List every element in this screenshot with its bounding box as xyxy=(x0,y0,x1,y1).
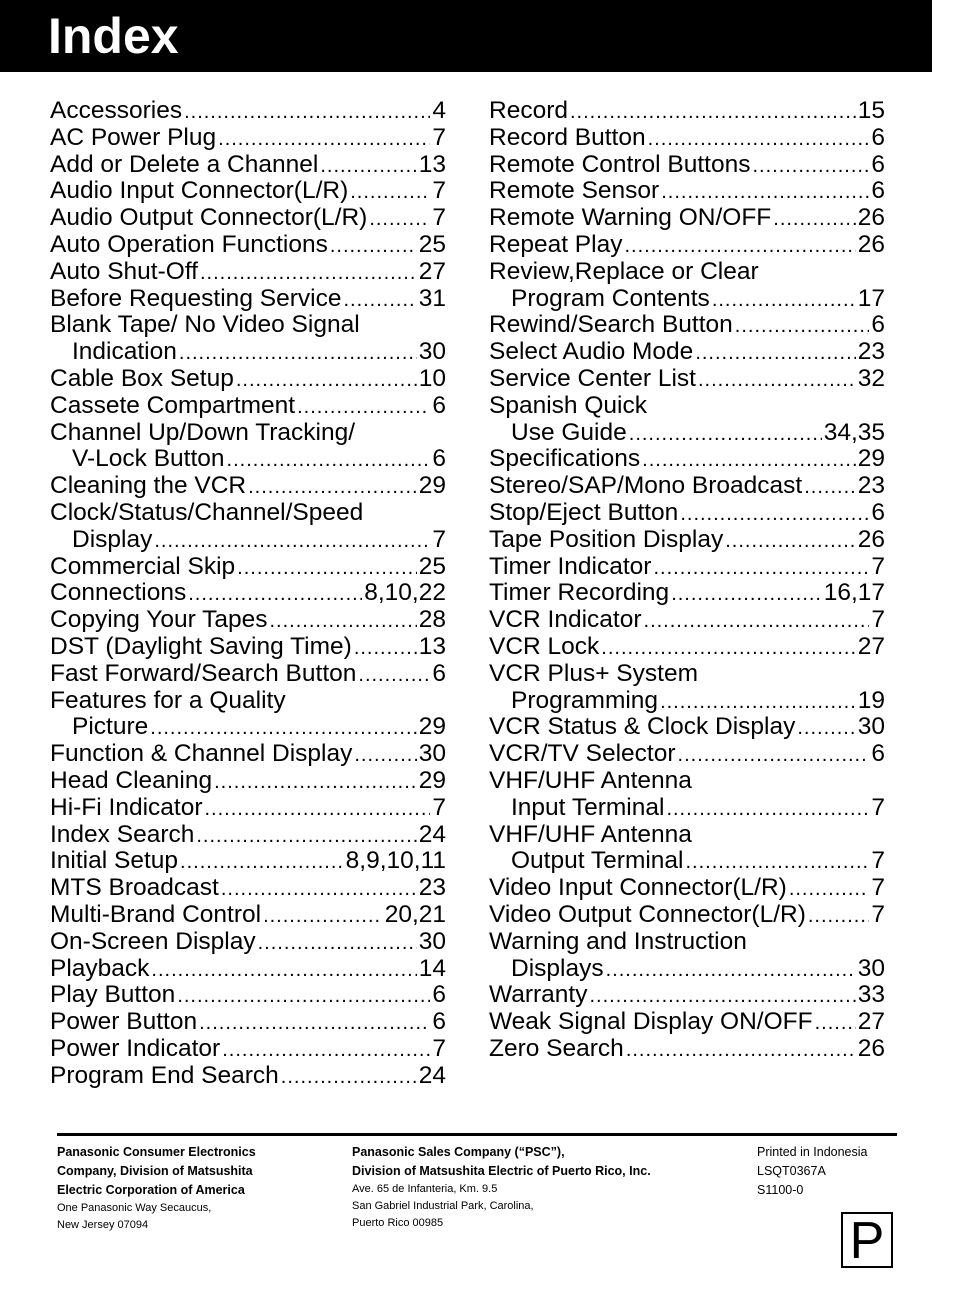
index-term: AC Power Plug xyxy=(50,123,217,151)
index-term: Multi-Brand Control xyxy=(50,900,262,928)
leader-dots xyxy=(330,233,417,260)
footer-text: San Gabriel Industrial Park, Carolina, xyxy=(352,1200,534,1212)
leader-dots xyxy=(773,206,855,233)
footer-text: Printed in Indonesia xyxy=(757,1145,868,1159)
leader-dots xyxy=(297,394,430,421)
leader-dots xyxy=(712,287,856,314)
index-term: On-Screen Display xyxy=(50,927,256,955)
index-term: Hi-Fi Indicator xyxy=(50,793,203,821)
index-term: Use Guide xyxy=(511,418,627,446)
index-entry xyxy=(50,152,446,179)
index-page-number: 20,21 xyxy=(384,900,446,928)
page-title: Index xyxy=(48,8,179,64)
index-term: Input Terminal xyxy=(511,793,665,821)
index-entry xyxy=(489,1009,885,1036)
index-term: Spanish Quick xyxy=(489,391,647,419)
index-page-number: 26 xyxy=(857,204,885,232)
index-page-number: 32 xyxy=(857,364,885,392)
index-page-number: 8,9,10,11 xyxy=(345,847,446,875)
index-entry xyxy=(50,714,446,741)
index-entry xyxy=(50,661,446,688)
index-page-number: 25 xyxy=(418,230,446,258)
index-page-number: 7 xyxy=(432,123,446,151)
leader-dots xyxy=(589,983,855,1010)
index-term: Record xyxy=(489,97,568,124)
index-entry xyxy=(50,393,446,420)
index-page-number: 30 xyxy=(857,954,885,982)
index-term: Output Terminal xyxy=(511,847,684,875)
index-entry xyxy=(50,232,446,259)
index-entry xyxy=(489,822,885,849)
index-term: Indication xyxy=(72,338,177,366)
index-page-number: 26 xyxy=(857,525,885,553)
leader-dots xyxy=(660,689,856,716)
footer-text: Puerto Rico 00985 xyxy=(352,1217,444,1229)
index-entry xyxy=(489,768,885,795)
index-term: VCR Lock xyxy=(489,632,600,660)
index-entry xyxy=(50,205,446,232)
index-entry xyxy=(489,714,885,741)
index-entry xyxy=(489,125,885,152)
index-page-number: 6 xyxy=(432,981,446,1009)
index-term: Service Center List xyxy=(489,364,696,392)
leader-dots xyxy=(678,742,870,769)
leader-dots xyxy=(653,555,869,582)
index-term: Rewind/Search Button xyxy=(489,311,733,339)
index-page-number: 30 xyxy=(418,927,446,955)
index-page-number: 28 xyxy=(418,606,446,634)
index-page-number: 29 xyxy=(857,445,885,473)
leader-dots xyxy=(214,769,417,796)
leader-dots xyxy=(629,421,822,448)
leader-dots xyxy=(666,796,869,823)
index-entry xyxy=(50,125,446,152)
index-term: VHF/UHF Antenna xyxy=(489,820,692,848)
index-entry xyxy=(489,741,885,768)
index-term: Head Cleaning xyxy=(50,766,213,794)
footer-text: Panasonic Sales Company (“PSC”), xyxy=(352,1145,565,1159)
index-entry xyxy=(50,339,446,366)
index-entry xyxy=(50,554,446,581)
index-page-number: 30 xyxy=(418,338,446,366)
index-page-number: 7 xyxy=(871,606,885,634)
index-page-number: 6 xyxy=(432,659,446,687)
index-term: Function & Channel Display xyxy=(50,740,353,768)
index-entry xyxy=(489,98,885,125)
index-page-number: 6 xyxy=(871,311,885,339)
index-column-left xyxy=(50,98,446,1089)
index-page-number: 7 xyxy=(871,552,885,580)
index-page-number: 25 xyxy=(418,552,446,580)
index-page-number: 6 xyxy=(871,498,885,526)
index-page-number: 30 xyxy=(857,713,885,741)
index-term: Record Button xyxy=(489,123,646,151)
leader-dots xyxy=(179,340,417,367)
index-entry xyxy=(50,634,446,661)
index-entry xyxy=(489,178,885,205)
index-entry xyxy=(489,688,885,715)
footer-address-usa xyxy=(57,1143,256,1234)
index-entry xyxy=(489,634,885,661)
index-entry xyxy=(50,688,446,715)
index-entry xyxy=(50,98,446,125)
index-page-number: 6 xyxy=(432,445,446,473)
index-entry xyxy=(489,607,885,634)
index-entry xyxy=(50,178,446,205)
index-page-number: 23 xyxy=(418,874,446,902)
index-term: Warranty xyxy=(489,981,588,1009)
index-term: Timer Indicator xyxy=(489,552,652,580)
leader-dots xyxy=(236,367,417,394)
index-column-right xyxy=(489,98,885,1063)
footer-text: Company, Division of Matsushita xyxy=(57,1164,253,1178)
footer-text: Electric Corporation of America xyxy=(57,1183,245,1197)
index-page-number: 24 xyxy=(418,820,446,848)
index-term: VCR Indicator xyxy=(489,606,642,634)
index-page-number: 6 xyxy=(432,1008,446,1036)
index-term: Accessories xyxy=(50,97,183,124)
index-term: Cable Box Setup xyxy=(50,364,234,392)
index-term: Select Audio Mode xyxy=(489,338,694,366)
index-term: Specifications xyxy=(489,445,641,473)
index-term: Stop/Eject Button xyxy=(489,498,679,526)
index-entry xyxy=(50,446,446,473)
leader-dots xyxy=(804,474,856,501)
index-entry xyxy=(50,1063,446,1090)
index-entry xyxy=(50,473,446,500)
leader-dots xyxy=(735,313,870,340)
index-term: Review,Replace or Clear xyxy=(489,257,759,285)
leader-dots xyxy=(281,1064,417,1091)
index-term: Power Indicator xyxy=(50,1034,221,1062)
index-term: Repeat Play xyxy=(489,230,623,258)
leader-dots xyxy=(184,99,430,126)
index-term: MTS Broadcast xyxy=(50,874,219,902)
index-page-number: 10 xyxy=(418,364,446,392)
index-page-number: 19 xyxy=(857,686,885,714)
leader-dots xyxy=(358,662,430,689)
index-entry xyxy=(50,1036,446,1063)
leader-dots xyxy=(698,367,856,394)
index-page-number: 26 xyxy=(857,230,885,258)
index-entry xyxy=(489,848,885,875)
footer-divider xyxy=(57,1133,897,1136)
leader-dots xyxy=(671,581,822,608)
leader-dots xyxy=(222,1037,430,1064)
index-term: Cassete Compartment xyxy=(50,391,296,419)
leader-dots xyxy=(797,715,855,742)
index-page-number: 6 xyxy=(871,177,885,205)
leader-dots xyxy=(570,99,856,126)
index-term: Tape Position Display xyxy=(489,525,724,553)
leader-dots xyxy=(151,957,416,984)
leader-dots xyxy=(188,581,362,608)
leader-dots xyxy=(648,126,870,153)
index-entry xyxy=(489,312,885,339)
index-entry xyxy=(489,393,885,420)
index-term: Connections xyxy=(50,579,187,607)
index-page-number: 7 xyxy=(432,1034,446,1062)
header-bar xyxy=(0,0,932,72)
index-entry xyxy=(50,875,446,902)
index-page-number: 14 xyxy=(418,954,446,982)
index-entry xyxy=(489,500,885,527)
index-term: Stereo/SAP/Mono Broadcast xyxy=(489,472,803,500)
leader-dots xyxy=(263,903,383,930)
index-entry xyxy=(50,956,446,983)
index-entry xyxy=(50,768,446,795)
index-entry xyxy=(489,420,885,447)
leader-dots xyxy=(606,957,856,984)
footer-print-info xyxy=(757,1143,868,1200)
index-term: Before Requesting Service xyxy=(50,284,342,312)
p-mark: P xyxy=(841,1212,893,1268)
leader-dots xyxy=(808,903,869,930)
index-entry xyxy=(489,982,885,1009)
index-entry xyxy=(50,848,446,875)
leader-dots xyxy=(354,635,417,662)
leader-dots xyxy=(200,260,417,287)
leader-dots xyxy=(624,233,855,260)
index-entry xyxy=(489,956,885,983)
index-page-number: 7 xyxy=(432,525,446,553)
index-term: Remote Sensor xyxy=(489,177,660,205)
leader-dots xyxy=(218,126,430,153)
index-page-number: 16,17 xyxy=(823,579,885,607)
leader-dots xyxy=(661,179,869,206)
index-entry xyxy=(50,259,446,286)
index-term: Remote Control Buttons xyxy=(489,150,751,178)
index-term: VCR/TV Selector xyxy=(489,740,676,768)
leader-dots xyxy=(815,1010,856,1037)
index-entry xyxy=(489,580,885,607)
index-entry xyxy=(50,929,446,956)
index-term: Warning and Instruction xyxy=(489,927,747,955)
index-page-number: 29 xyxy=(418,766,446,794)
index-entry xyxy=(489,286,885,313)
index-term: Program Contents xyxy=(511,284,710,312)
index-page-number: 6 xyxy=(432,391,446,419)
footer-text: Ave. 65 de Infanteria, Km. 9.5 xyxy=(352,1183,498,1195)
leader-dots xyxy=(752,153,869,180)
leader-dots xyxy=(237,555,417,582)
leader-dots xyxy=(180,849,344,876)
index-term: Clock/Status/Channel/Speed xyxy=(50,498,364,526)
index-page-number: 29 xyxy=(418,713,446,741)
leader-dots xyxy=(369,206,430,233)
index-term: DST (Daylight Saving Time) xyxy=(50,632,352,660)
index-entry xyxy=(489,473,885,500)
index-page-number: 27 xyxy=(857,1008,885,1036)
index-page-number: 7 xyxy=(432,177,446,205)
index-page-number: 7 xyxy=(871,793,885,821)
index-page-number: 4 xyxy=(432,97,446,124)
index-term: Displays xyxy=(511,954,604,982)
index-entry xyxy=(489,259,885,286)
index-page-number: 31 xyxy=(418,284,446,312)
index-term: Timer Recording xyxy=(489,579,670,607)
index-term: Program End Search xyxy=(50,1061,279,1089)
index-term: Initial Setup xyxy=(50,847,179,875)
leader-dots xyxy=(204,796,430,823)
index-entry xyxy=(489,902,885,929)
footer-text: LSQT0367A xyxy=(757,1164,826,1178)
index-entry xyxy=(50,500,446,527)
index-page-number: 8,10,22 xyxy=(364,579,446,607)
leader-dots xyxy=(644,608,870,635)
index-page-number: 33 xyxy=(857,981,885,1009)
leader-dots xyxy=(248,474,417,501)
index-entry xyxy=(50,1009,446,1036)
index-entry xyxy=(489,661,885,688)
leader-dots xyxy=(221,876,417,903)
index-page-number: 27 xyxy=(857,632,885,660)
index-page-number: 13 xyxy=(418,150,446,178)
index-entry xyxy=(50,607,446,634)
index-entry xyxy=(489,232,885,259)
index-page-number: 17 xyxy=(857,284,885,312)
index-term: Blank Tape/ No Video Signal xyxy=(50,311,360,339)
index-term: Channel Up/Down Tracking/ xyxy=(50,418,356,446)
leader-dots xyxy=(686,849,870,876)
index-entry xyxy=(50,366,446,393)
index-term: Weak Signal Display ON/OFF xyxy=(489,1008,813,1036)
index-page-number: 27 xyxy=(418,257,446,285)
index-term: Features for a Quality xyxy=(50,686,286,714)
leader-dots xyxy=(196,823,416,850)
index-entry xyxy=(50,741,446,768)
index-entry xyxy=(50,527,446,554)
index-entry xyxy=(50,286,446,313)
index-entry xyxy=(489,527,885,554)
index-entry xyxy=(489,152,885,179)
index-entry xyxy=(50,312,446,339)
leader-dots xyxy=(626,1037,856,1064)
index-page-number: 7 xyxy=(432,204,446,232)
index-page-number: 23 xyxy=(857,472,885,500)
footer-text: One Panasonic Way Secaucus, xyxy=(57,1202,212,1214)
index-term: Remote Warning ON/OFF xyxy=(489,204,772,232)
index-entry xyxy=(50,902,446,929)
index-term: Playback xyxy=(50,954,150,982)
leader-dots xyxy=(320,153,416,180)
index-entry xyxy=(489,929,885,956)
index-term: Copying Your Tapes xyxy=(50,606,268,634)
leader-dots xyxy=(354,742,416,769)
index-term: Audio Input Connector(L/R) xyxy=(50,177,349,205)
leader-dots xyxy=(343,287,416,314)
leader-dots xyxy=(789,876,870,903)
leader-dots xyxy=(154,528,430,555)
index-term: Auto Shut-Off xyxy=(50,257,198,285)
leader-dots xyxy=(725,528,856,555)
leader-dots xyxy=(680,501,869,528)
footer-text: S1100-0 xyxy=(757,1183,804,1197)
index-page-number: 7 xyxy=(871,874,885,902)
footer-text: Panasonic Consumer Electronics xyxy=(57,1145,256,1159)
index-page-number: 6 xyxy=(871,150,885,178)
index-term: Commercial Skip xyxy=(50,552,236,580)
index-page-number: 6 xyxy=(871,740,885,768)
leader-dots xyxy=(695,340,855,367)
index-page-number: 6 xyxy=(871,123,885,151)
leader-dots xyxy=(150,715,416,742)
leader-dots xyxy=(258,930,417,957)
leader-dots xyxy=(642,447,856,474)
leader-dots xyxy=(601,635,855,662)
index-page-number: 34,35 xyxy=(823,418,885,446)
index-entry xyxy=(489,554,885,581)
index-term: Video Input Connector(L/R) xyxy=(489,874,787,902)
index-term: Display xyxy=(72,525,153,553)
index-page-number: 15 xyxy=(857,97,885,124)
index-entry xyxy=(50,420,446,447)
footer-text: Division of Matsushita Electric of Puerto Rico, Inc. xyxy=(352,1164,651,1178)
index-entry xyxy=(50,982,446,1009)
index-term: Video Output Connector(L/R) xyxy=(489,900,806,928)
index-term: Zero Search xyxy=(489,1034,624,1062)
leader-dots xyxy=(350,179,430,206)
index-term: Fast Forward/Search Button xyxy=(50,659,357,687)
index-page-number: 24 xyxy=(418,1061,446,1089)
index-entry xyxy=(489,795,885,822)
index-term: Audio Output Connector(L/R) xyxy=(50,204,368,232)
index-page-number: 7 xyxy=(432,793,446,821)
leader-dots xyxy=(270,608,417,635)
index-term: VCR Status & Clock Display xyxy=(489,713,796,741)
index-page-number: 13 xyxy=(418,632,446,660)
leader-dots xyxy=(227,447,431,474)
index-term: Auto Operation Functions xyxy=(50,230,328,258)
index-page-number: 30 xyxy=(418,740,446,768)
index-term: V-Lock Button xyxy=(72,445,225,473)
index-term: Cleaning the VCR xyxy=(50,472,247,500)
index-term: Play Button xyxy=(50,981,176,1009)
index-entry xyxy=(489,446,885,473)
index-term: Programming xyxy=(511,686,659,714)
index-page-number: 23 xyxy=(857,338,885,366)
index-entry xyxy=(489,339,885,366)
index-entry xyxy=(489,366,885,393)
footer-text: New Jersey 07094 xyxy=(57,1219,149,1231)
index-term: Power Button xyxy=(50,1008,198,1036)
index-term: VHF/UHF Antenna xyxy=(489,766,692,794)
leader-dots xyxy=(199,1010,430,1037)
index-term: Add or Delete a Channel xyxy=(50,150,319,178)
index-entry xyxy=(50,822,446,849)
index-entry xyxy=(50,795,446,822)
index-term: VCR Plus+ System xyxy=(489,659,698,687)
index-entry xyxy=(489,205,885,232)
index-page-number: 7 xyxy=(871,900,885,928)
index-term: Index Search xyxy=(50,820,195,848)
index-page-number: 26 xyxy=(857,1034,885,1062)
index-page-number: 7 xyxy=(871,847,885,875)
index-page-number: 29 xyxy=(418,472,446,500)
index-entry xyxy=(50,580,446,607)
index-entry xyxy=(489,1036,885,1063)
leader-dots xyxy=(177,983,430,1010)
index-entry xyxy=(489,875,885,902)
index-term: Picture xyxy=(72,713,149,741)
footer-address-pr xyxy=(352,1143,651,1232)
